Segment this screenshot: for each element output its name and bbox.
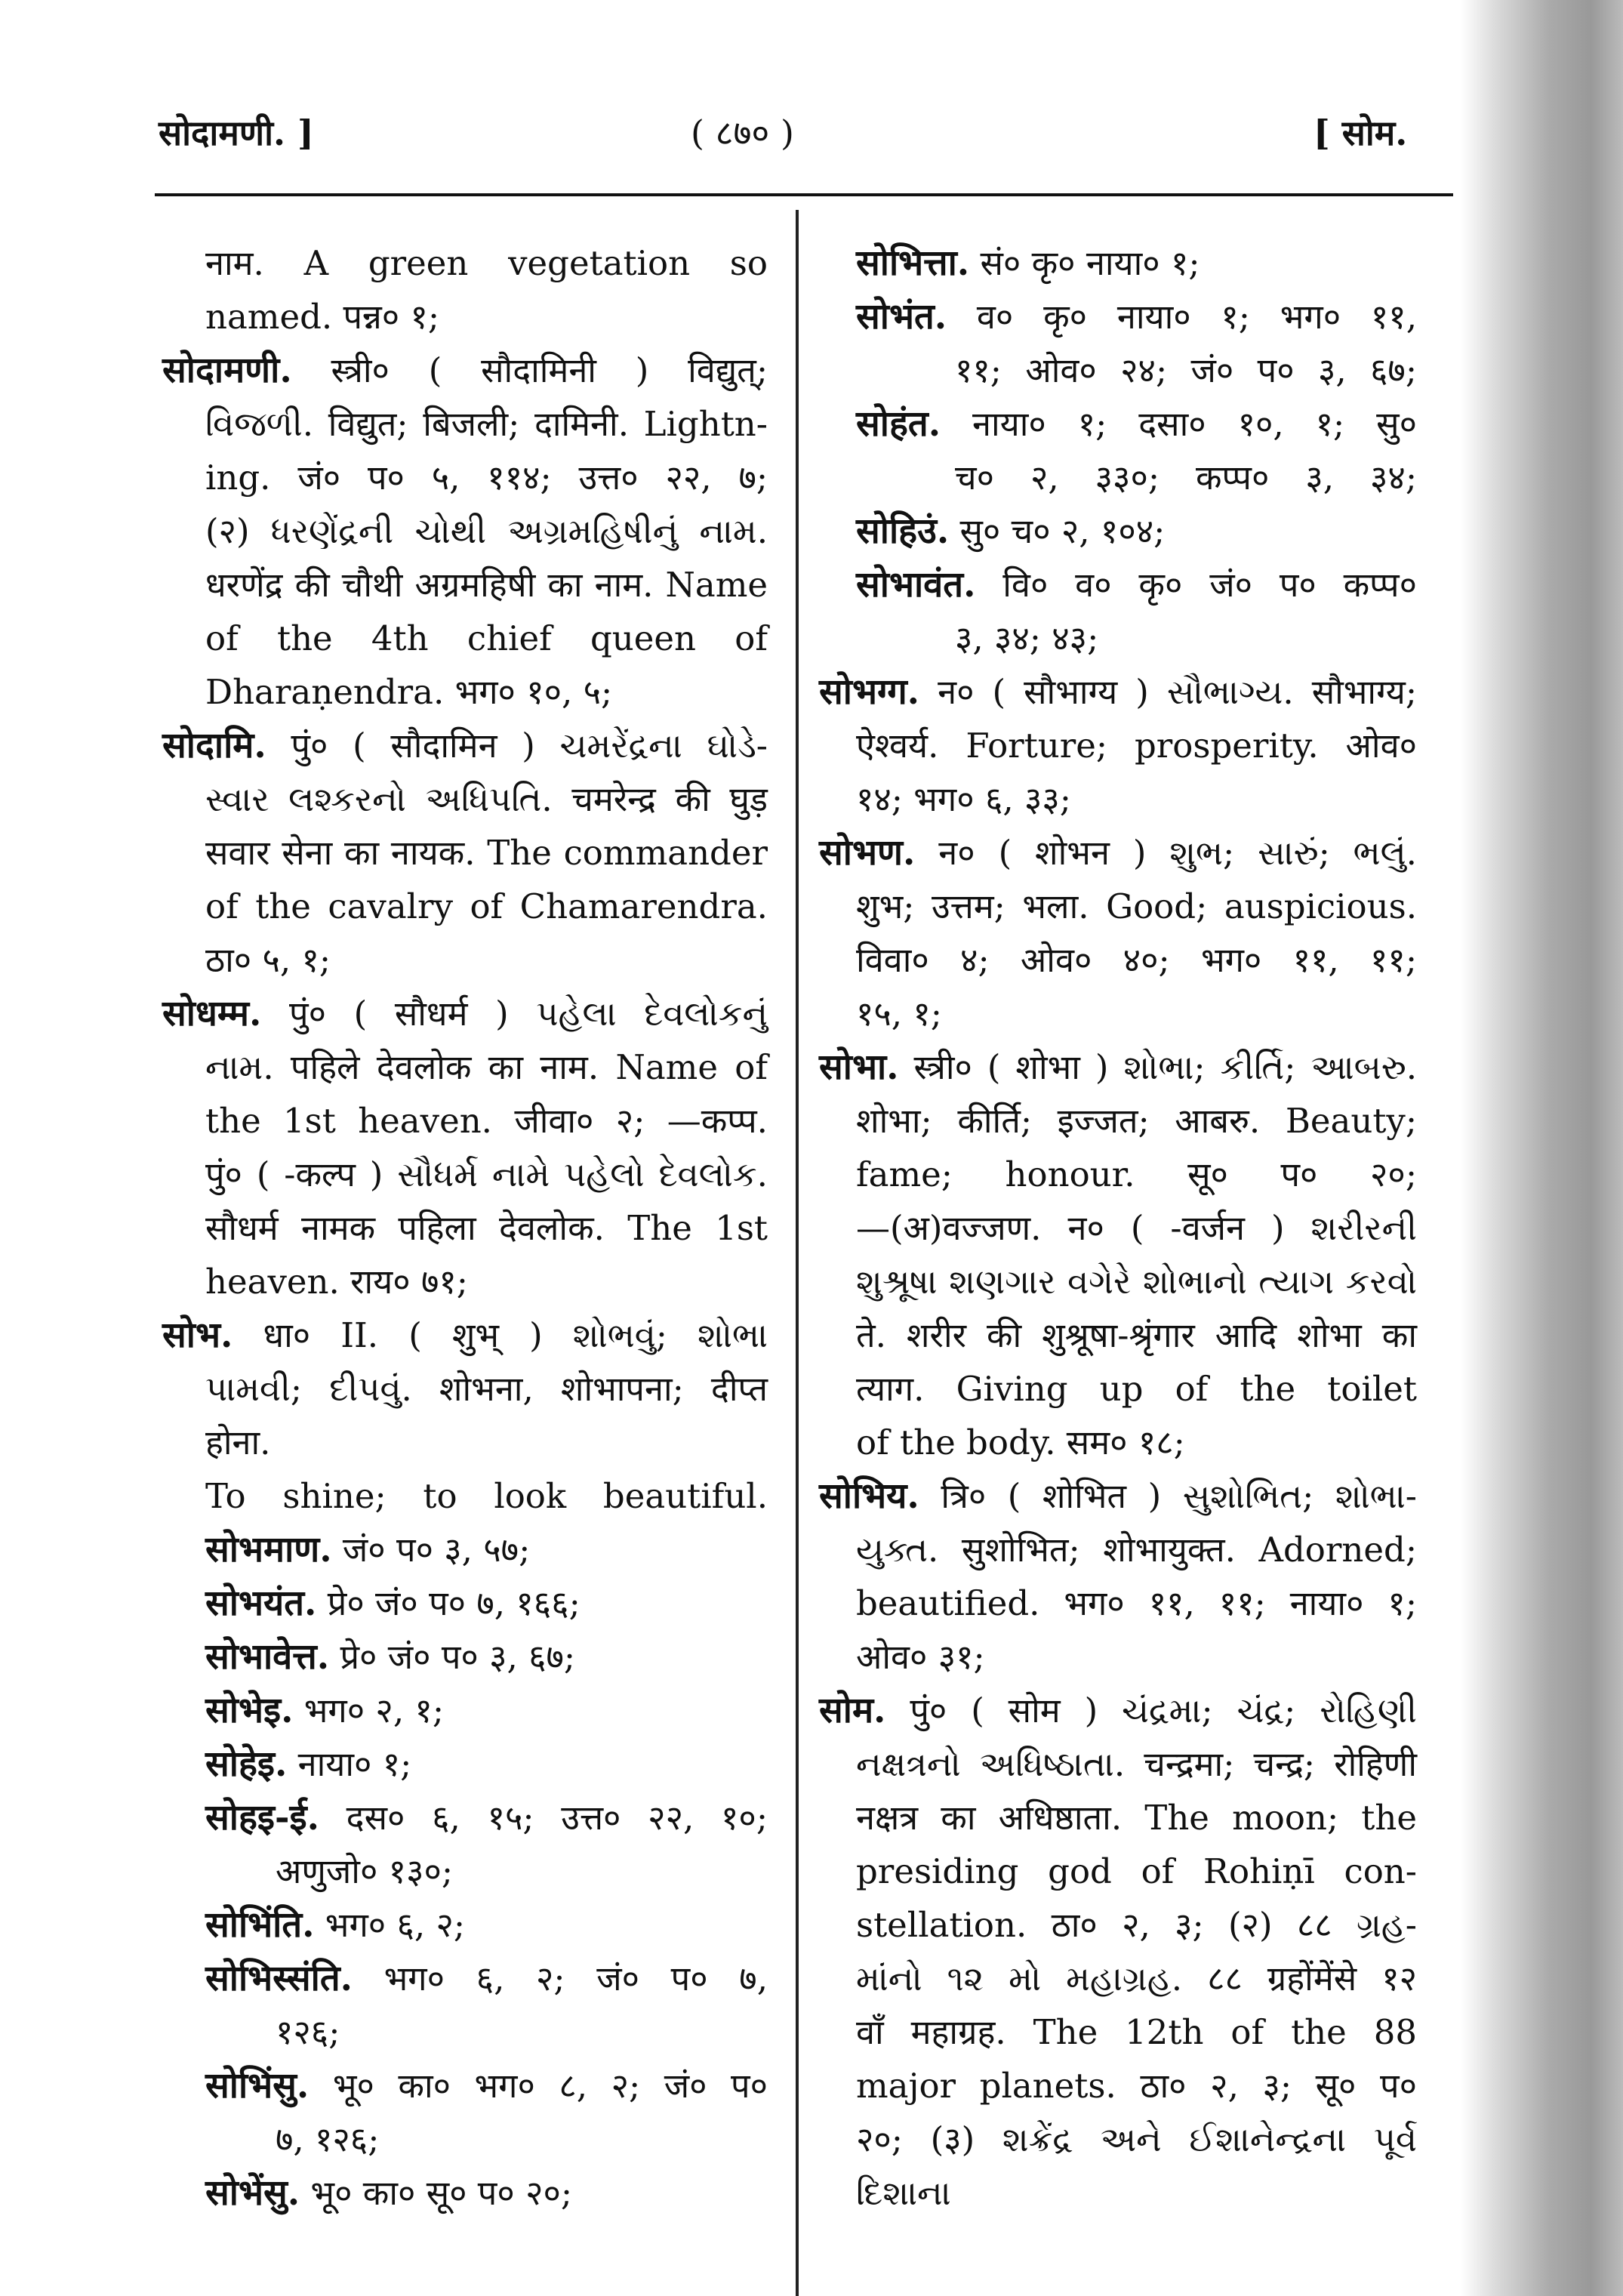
dictionary-entry-line (162, 1630, 768, 1684)
definition-text: १५, १; (856, 994, 942, 1034)
headword: सोभा. (819, 1046, 899, 1088)
text-line (162, 665, 768, 719)
headword: सोभिंति. (205, 1904, 315, 1946)
definition-text: નામ. पहिले देवलोक का नाम. Name of (205, 1047, 768, 1087)
definition-text: सं० कृ० नाया० १; (969, 243, 1200, 283)
text-line (819, 1952, 1417, 2005)
definition-text: સ્વાર લશ્કરનો અધિપતિ. चमरेन्द्र की घुड़ (205, 779, 768, 819)
definition-text: नक्षत्र का अधिष्ठाता. The moon; the (856, 1798, 1417, 1838)
text-line (162, 504, 768, 558)
headword: सोहइ-ई. (205, 1797, 319, 1838)
definition-text: व० कृ० नाया० १; भग० ११, (947, 297, 1417, 337)
dictionary-entry-line (819, 665, 1417, 719)
definition-text: To shine; to look beautiful. (205, 1476, 768, 1516)
dictionary-entry-line (819, 504, 1417, 558)
text-line (819, 1576, 1417, 1630)
dictionary-entry-line (162, 1952, 768, 2005)
definition-text: स्त्री० ( सौदामिनी ) विद्युत्; (291, 350, 768, 390)
definition-text: नाया० १; (287, 1744, 412, 1784)
text-line (819, 1308, 1417, 1362)
definition-text: (२) ધરણેંદ્રની ચોથી અગ્રમહિષીનું નામ. (205, 511, 768, 551)
text-line (819, 1630, 1417, 1684)
text-line (162, 1148, 768, 1201)
left-column (162, 236, 768, 2220)
definition-text: धा० II. ( शुभ् ) શોભવું; શોભા (233, 1315, 768, 1355)
headword: सोदामणी. (162, 350, 292, 391)
definition-text: न० ( शोभन ) શુભ; સારું; ભલું. (915, 833, 1417, 873)
header-last-word: [ सोम. (1313, 112, 1408, 153)
definition-text: માંનો ૧૨ મો મહાગ્રહ. ८८ ग्रहोंमेंसे १२ (856, 1959, 1417, 1999)
text-line (162, 1094, 768, 1148)
dictionary-entry-line (819, 1469, 1417, 1523)
dictionary-entry-line (162, 1898, 768, 1952)
dictionary-entry-line (162, 1684, 768, 1737)
definition-text: वि० व० कृ० जं० प० कप्प० (975, 565, 1417, 605)
dictionary-entry-line (162, 719, 768, 772)
headword: सोम. (819, 1690, 886, 1731)
text-line (162, 1845, 768, 1898)
text-line (819, 1362, 1417, 1416)
text-line (819, 1845, 1417, 1898)
page-number: ( ८७० ) (691, 112, 794, 153)
text-line (819, 880, 1417, 933)
text-line (162, 612, 768, 665)
headword: सोधम्म. (162, 993, 262, 1034)
definition-text: of the 4th chief queen of (205, 618, 768, 658)
headword: सोहेइ. (205, 1743, 288, 1785)
definition-text: ओव० ३१; (856, 1637, 985, 1677)
definition-text: नाया० १; दसा० १०, १; सु० (941, 404, 1417, 444)
dictionary-entry-line (819, 558, 1417, 612)
dictionary-entry-line (162, 2059, 768, 2113)
definition-text: named. पन्न० १; (205, 297, 440, 337)
definition-text: धरणेंद्र की चौथी अग्रमहिषी का नाम. Name (205, 565, 768, 605)
text-line (162, 1469, 768, 1523)
text-line (819, 1416, 1417, 1469)
text-line (162, 451, 768, 504)
definition-text: १२६; (276, 2012, 340, 2052)
header-first-word: सोदामणी. ] (159, 112, 314, 153)
text-line (162, 290, 768, 344)
header-rule (155, 193, 1453, 196)
text-line (162, 772, 768, 826)
dictionary-entry-line (162, 2166, 768, 2220)
text-line (162, 2005, 768, 2059)
definition-text: जं० प० ३, ५७; (331, 1530, 531, 1570)
definition-text: —(अ)वज्जण. न० ( -वर्जन ) શરીરની (856, 1208, 1417, 1248)
text-line (819, 1737, 1417, 1791)
definition-text: च० २, ३३०; कप्प० ३, ३४; (955, 458, 1417, 498)
definition-text: भू० का० भग० ८, २; जं० प० (309, 2066, 768, 2106)
definition-text: प्रे० जं० प० ३, ६७; (329, 1637, 576, 1677)
text-line (162, 1201, 768, 1255)
headword: सोभित्ता. (856, 242, 970, 284)
headword: सोभावेत्त. (205, 1636, 330, 1678)
definition-text: વિજળી. विद्युत; बिजली; दामिनी. Lightn- (205, 404, 768, 444)
definition-text: पुं० ( सौधर्म ) પહેલા દેવલોકનું (261, 994, 768, 1034)
definition-text: પામવી; દીપવું. शोभना, शोभापना; दीप्त होना. (205, 1369, 768, 1462)
text-line (162, 1040, 768, 1094)
text-line (819, 1898, 1417, 1952)
definition-text: स्त्री० ( शोभा ) શોભા; કીર્તિ; આબરુ. (898, 1047, 1417, 1087)
dictionary-entry-line (819, 290, 1417, 344)
definition-text: नाम. A green vegetation so (205, 243, 768, 283)
text-line (819, 1523, 1417, 1576)
definition-text: सौधर्म नामक पहिला देवलोक. The 1st (205, 1208, 768, 1248)
definition-text: ऐश्वर्य. Forture; prosperity. ओव० (856, 726, 1417, 766)
definition-text: न० ( सौभाग्य ) સૌભાગ્ય. सौभाग्य; (919, 672, 1417, 712)
definition-text: યુક્ત. सुशोभित; शोभायुक्त. Adorned; (856, 1530, 1417, 1570)
definition-text: भग० ६, २; जं० प० ७, (353, 1959, 768, 1999)
definition-text: १४; भग० ६, ३३; (856, 779, 1071, 819)
definition-text: भग० २, १; (293, 1690, 444, 1730)
text-line (162, 236, 768, 290)
definition-text: त्रि० ( शोभित ) સુશોભિત; શોભા- (919, 1476, 1417, 1516)
headword: सोदामि. (162, 725, 266, 766)
column-divider (796, 210, 799, 2296)
dictionary-entry-line (162, 1576, 768, 1630)
text-line (162, 933, 768, 987)
dictionary-entry-line (162, 1791, 768, 1845)
definition-text: दस० ६, १५; उत्त० २२, १०; (319, 1798, 768, 1838)
definition-text: ing. जं० प० ५, ११४; उत्त० २२, ७; (205, 458, 768, 498)
dictionary-entry-line (162, 344, 768, 397)
definition-text: विवा० ४; ओव० ४०; भग० ११, ११; (856, 940, 1417, 980)
text-line (162, 2113, 768, 2166)
definition-text: अणुजो० १३०; (276, 1851, 454, 1891)
text-line (819, 1201, 1417, 1255)
headword: सोभिंसु. (205, 2065, 310, 2106)
definition-text: ११; ओव० २४; जं० प० ३, ६७; (955, 350, 1417, 390)
text-line (162, 880, 768, 933)
text-line (819, 451, 1417, 504)
headword: सोभिय. (819, 1475, 919, 1517)
dictionary-entry-line (162, 987, 768, 1040)
text-line (819, 719, 1417, 772)
definition-text: पुं० ( सौदामिन ) ચમરેંદ્રના ઘોડે- (266, 726, 768, 766)
definition-text: सु० च० २, १०४; (949, 511, 1166, 551)
text-line (819, 344, 1417, 397)
scan-edge-shadow (1461, 0, 1623, 2296)
definition-text: शुभ; उत्तम; भला. Good; auspicious. (856, 886, 1417, 926)
headword: सोभिस्संति. (205, 1958, 353, 1999)
dictionary-entry-line (819, 1040, 1417, 1094)
dictionary-entry-line (162, 1523, 768, 1576)
definition-text: ३, ३४; ४३; (955, 618, 1099, 658)
text-line (819, 933, 1417, 987)
dictionary-entry-line (162, 1737, 768, 1791)
dictionary-entry-line (819, 397, 1417, 451)
definition-text: भग० ६, २; (314, 1905, 466, 1945)
definition-text: presiding god of Rohiṇī con- (856, 1851, 1417, 1891)
headword: सोभेंसु. (205, 2172, 300, 2214)
headword: सोभग्ग. (819, 671, 920, 713)
dictionary-entry-line (819, 826, 1417, 880)
headword: सोहंत. (856, 403, 941, 445)
headword: सोभंत. (856, 296, 947, 337)
definition-text: heaven. राय० ७१; (205, 1262, 468, 1302)
definition-text: शोभा; कीर्ति; इज्जत; आबरु. Beauty; (856, 1101, 1417, 1141)
definition-text: of the body. सम० १८; (856, 1422, 1185, 1462)
text-line (162, 558, 768, 612)
text-line (162, 826, 768, 880)
text-line (819, 2059, 1417, 2113)
definition-text: त्याग. Giving up of the toilet (856, 1369, 1417, 1409)
text-line (819, 2005, 1417, 2059)
dictionary-entry-line (162, 1308, 768, 1362)
text-line (162, 397, 768, 451)
definition-text: पुं० ( -कल्प ) સૌધર્મ નામે પહેલો દેવલોક. (205, 1154, 768, 1194)
definition-text: beautified. भग० ११, ११; नाया० १; (856, 1583, 1417, 1623)
text-line (819, 772, 1417, 826)
headword: सोभेइ. (205, 1690, 294, 1731)
definition-text: प्रे० जं० प० ७, १६६; (316, 1583, 581, 1623)
headword: सोभावंत. (856, 564, 976, 606)
headword: सोभ. (162, 1314, 233, 1356)
definition-text: ठा० ५, १; (205, 940, 331, 980)
text-line (819, 1791, 1417, 1845)
text-line (819, 612, 1417, 665)
dictionary-entry-line (819, 1684, 1417, 1737)
definition-text: सवार सेना का नायक. The commander (205, 833, 768, 873)
definition-text: the 1st heaven. जीवा० २; —कप्प. (205, 1101, 768, 1141)
headword: सोभमाण. (205, 1529, 332, 1570)
definition-text: पुं० ( सोम ) ચંદ્રમા; ચંદ્ર; રોહિણી (885, 1690, 1417, 1730)
definition-text: major planets. ठा० २, ३; सू० प० (856, 2066, 1417, 2106)
text-line (819, 987, 1417, 1040)
right-column (819, 236, 1417, 2220)
text-line (819, 2113, 1417, 2220)
definition-text: stellation. ठा० २, ३; (२) ८८ ગ્રહ- (856, 1905, 1417, 1945)
definition-text: २०; (३) શક્રેંદ્ર અને ઈશાનેન્દ્રના પૂર્વ દિશાના (856, 2119, 1417, 2213)
definition-text: of the cavalry of Chamarendra. (205, 886, 768, 926)
definition-text: ७, १२६; (276, 2119, 380, 2159)
headword: सोभण. (819, 832, 916, 874)
headword: सोभयंत. (205, 1583, 317, 1624)
headword: सोहिउं. (856, 510, 950, 552)
definition-text: શુશ્રૂષા શણગાર વગેરે શોભાનો ત્યાગ કરવો (856, 1262, 1417, 1302)
text-line (819, 1094, 1417, 1148)
definition-text: भू० का० सू० प० २०; (300, 2173, 573, 2213)
definition-text: ते. शरीर की शुश्रूषा-श्रृंगार आदि शोभा का (856, 1315, 1417, 1355)
definition-text: fame; honour. सू० प० २०; (856, 1154, 1417, 1194)
text-line (162, 1362, 768, 1469)
text-line (819, 1148, 1417, 1201)
definition-text: Dharaṇendra. भग० १०, ५; (205, 672, 613, 712)
definition-text: નક્ષત્રનો અધિષ્ઠાતા. चन्द्रमा; चन्द्र; रोहिणी (856, 1744, 1417, 1784)
text-line (819, 1255, 1417, 1308)
dictionary-entry-line (819, 236, 1417, 290)
text-line (162, 1255, 768, 1308)
definition-text: वाँ महाग्रह. The 12th of the 88 (856, 2012, 1417, 2052)
